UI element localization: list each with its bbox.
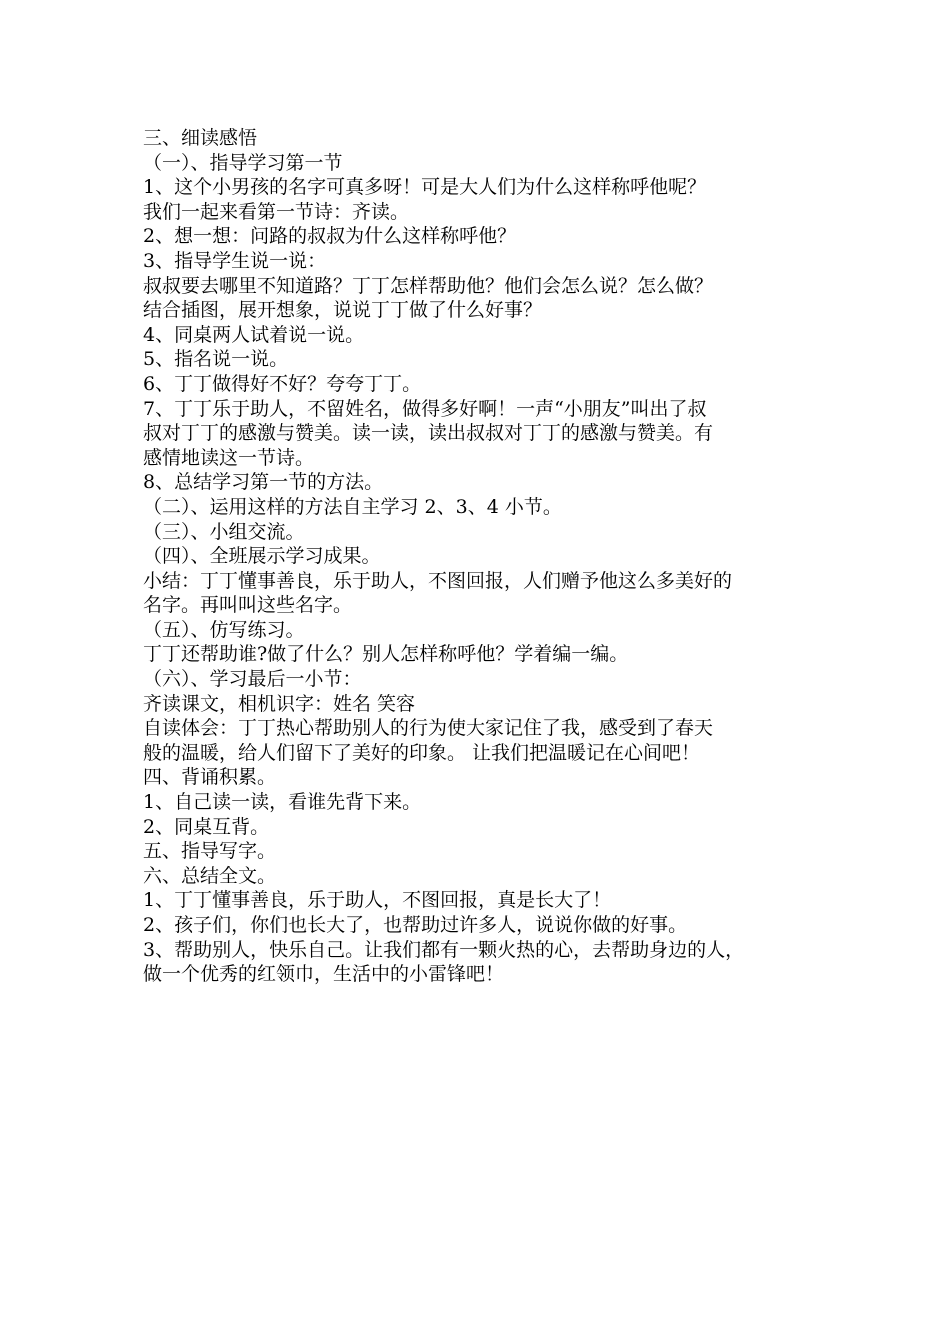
paragraph-line: 3、帮助别人，快乐自己。让我们都有一颗火热的心，去帮助身边的人，: [143, 938, 745, 961]
paragraph-line: 齐读课文，相机识字：姓名 笑容: [143, 692, 416, 715]
paragraph-line: 8、总结学习第一节的方法。: [143, 471, 384, 494]
subsection-heading: （三）、小组交流。: [143, 520, 305, 543]
paragraph-line: 2、孩子们，你们也长大了，也帮助过许多人，说说你做的好事。: [143, 914, 688, 936]
paragraph-line: 4、同桌两人试着说一说。: [143, 323, 365, 346]
paragraph-line: 1、自己读一读，看谁先背下来。: [143, 791, 422, 814]
paragraph-line: 小结：丁丁懂事善良，乐于助人，不图回报，人们赠予他这么多美好的: [143, 569, 733, 592]
subsection-heading: （二）、运用这样的方法自主学习 2、3、4 小节。: [143, 495, 562, 518]
paragraph-line: 1、这个小男孩的名字可真多呀！可是大人们为什么这样称呼他呢？: [143, 176, 707, 199]
paragraph-line: 7、丁丁乐于助人，不留姓名，做得多好啊！一声“小朋友”叫出了叔: [143, 397, 707, 420]
paragraph-line: 2、同桌互背。: [143, 815, 270, 838]
subsection-heading: （六）、学习最后一小节：: [143, 668, 362, 691]
paragraph-line: 3、指导学生说一说：: [143, 249, 327, 272]
paragraph-line: 做一个优秀的红领巾，生活中的小雷锋吧！: [143, 963, 505, 986]
subsection-heading: （一）、指导学习第一节: [143, 151, 343, 174]
paragraph-line: 我们一起来看第一节诗：齐读。: [143, 200, 410, 223]
section-heading: 五、指导写字。: [143, 840, 277, 863]
paragraph-line: 5、指名说一说。: [143, 348, 289, 371]
paragraph-line: 感情地读这一节诗。: [143, 446, 315, 469]
section-heading: 三、细读感悟: [143, 127, 258, 149]
paragraph-line: 6、丁丁做得好不好？夸夸丁丁。: [143, 372, 422, 395]
document-body: [143, 126, 833, 987]
subsection-heading: （五）、仿写练习。: [143, 618, 305, 641]
paragraph-line: 般的温暖，给人们留下了美好的印象。 让我们把温暖记在心间吧！: [143, 741, 701, 764]
section-heading: 六、总结全文。: [143, 864, 277, 887]
paragraph-line: 叔对丁丁的感激与赞美。读一读，读出叔叔对丁丁的感激与赞美。有: [143, 422, 714, 445]
paragraph-line: 2、想一想：问路的叔叔为什么这样称呼他？: [143, 225, 517, 248]
paragraph-line: 名字。再叫叫这些名字。: [143, 594, 353, 617]
section-heading: 四、背诵积累。: [143, 766, 277, 789]
paragraph-line: 丁丁还帮助谁?做了什么？别人怎样称呼他？学着编一编。: [143, 643, 629, 666]
paragraph-line: 1、丁丁懂事善良，乐于助人，不图回报，真是长大了！: [143, 889, 612, 912]
subsection-heading: （四）、全班展示学习成果。: [143, 545, 381, 568]
paragraph-line: 叔叔要去哪里不知道路？丁丁怎样帮助他？他们会怎么说？怎么做？: [143, 274, 714, 297]
paragraph-line: 结合插图，展开想象，说说丁丁做了什么好事？: [143, 299, 543, 322]
paragraph-line: 自读体会：丁丁热心帮助别人的行为使大家记住了我，感受到了春天: [143, 717, 714, 740]
